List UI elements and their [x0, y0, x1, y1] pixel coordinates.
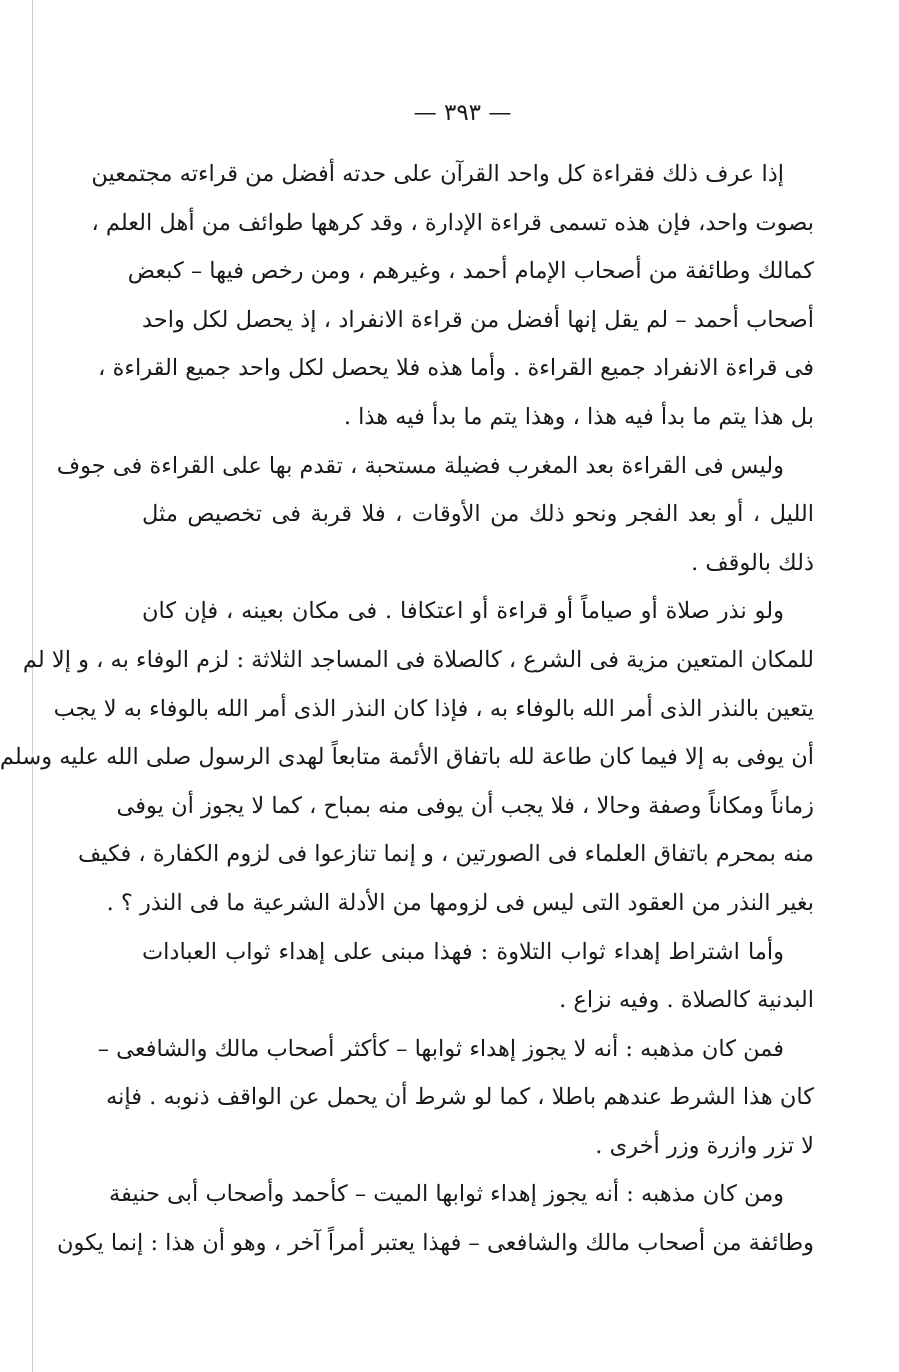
paragraph-6 [56, 1170, 814, 1267]
text-line: وليس فى القراءة بعد المغرب فضيلة مستحبة ، تقدم بها على القراءة فى جوف [56, 452, 784, 479]
text-line: إذا عرف ذلك فقراءة كل واحد القرآن على حدته أفضل من قراءته مجتمعين [91, 161, 784, 187]
text-line: بل هذا يتم ما بدأ فيه هذا ، وهذا يتم ما بدأ فيه هذا . [343, 403, 814, 430]
text-line: وأما اشتراط إهداء ثواب التلاوة : فهذا مبنى على إهداء ثواب العبادات [142, 938, 784, 965]
paragraph-5 [97, 1025, 814, 1171]
text-line: يتعين بالنذر الذى أمر الله بالوفاء به ، فإذا كان النذر الذى أمر الله بالوفاء به لا يجب [53, 695, 814, 722]
text-line: ذلك بالوقف . [691, 549, 814, 576]
page-number: — ٣٩٣ — [413, 100, 512, 126]
text-line: زماناً ومكاناً وصفة وحالا ، فلا يجب أن يوفى منه بمباح ، كما لا يجوز أن يوفى [116, 792, 814, 819]
paragraph-3 [0, 587, 814, 927]
text-line: أن يوفى به إلا فيما كان طاعة لله باتفاق الأئمة متابعاً لهدى الرسول صلى الله عليه وسلم [0, 744, 814, 771]
text-line: كمالك وطائفة من أصحاب الإمام أحمد ، وغيرهم ، ومن رخص فيها – كبعض [127, 258, 814, 285]
text-line: لا تزر وازرة وزر أخرى . [595, 1132, 814, 1159]
text-line: فمن كان مذهبه : أنه لا يجوز إهداء ثوابها – كأكثر أصحاب مالك والشافعى – [97, 1035, 784, 1062]
paragraph-2 [56, 442, 814, 588]
text-line: بغير النذر من العقود التى ليس فى لزومها من الأدلة الشرعية ما فى النذر ؟ . [106, 889, 814, 916]
text-line: البدنية كالصلاة . وفيه نزاع . [559, 987, 814, 1014]
text-line: وطائفة من أصحاب مالك والشافعى – فهذا يعتبر أمراً آخر ، وهو أن هذا : إنما يكون [56, 1230, 814, 1257]
text-line: ولو نذر صلاة أو صياماً أو قراءة أو اعتكافا . فى مكان بعينه ، فإن كان [142, 598, 784, 625]
text-line: الليل ، أو بعد الفجر ونحو ذلك من الأوقات ، فلا قربة فى تخصيص مثل [142, 501, 814, 528]
text-line: منه بمحرم باتفاق العلماء فى الصورتين ، و إنما تنازعوا فى لزوم الكفارة ، فكيف [78, 841, 814, 868]
paragraph-1 [91, 150, 814, 442]
paragraph-4 [142, 928, 814, 1025]
text-line: للمكان المتعين مزية فى الشرع ، كالصلاة فى المساجد الثلاثة : لزم الوفاء به ، و إلا لم [22, 646, 814, 673]
text-line: بصوت واحد، فإن هذه تسمى قراءة الإدارة ، وقد كرهها طوائف من أهل العلم ، [91, 209, 814, 236]
text-line: كان هذا الشرط عندهم باطلا ، كما لو شرط أن يحمل عن الواقف ذنوبه . فإنه [106, 1084, 814, 1111]
page-edge-line [32, 0, 33, 1372]
page-body [0, 150, 814, 1268]
text-line: أصحاب أحمد – لم يقل إنها أفضل من قراءة الانفراد ، إذ يحصل لكل واحد [142, 306, 814, 333]
text-line: ومن كان مذهبه : أنه يجوز إهداء ثوابها الميت – كأحمد وأصحاب أبى حنيفة [108, 1181, 784, 1208]
text-line: فى قراءة الانفراد جميع القراءة . وأما هذه فلا يحصل لكل واحد جميع القراءة ، [98, 355, 814, 382]
